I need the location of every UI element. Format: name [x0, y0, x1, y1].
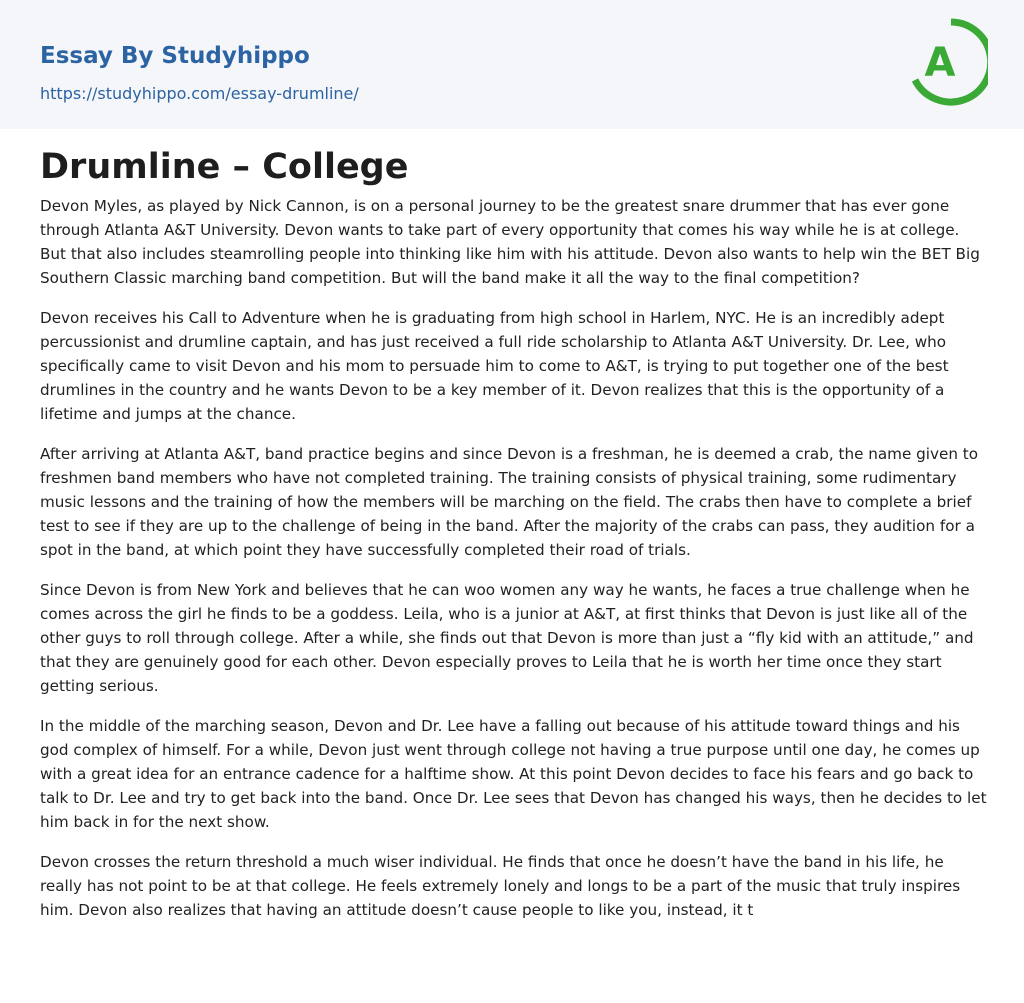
- essay-paragraph: Since Devon is from New York and believes that he can woo women any way he wants, he faces a true challenge when he comes across the girl he finds to be a goddess. Leila, who is a junior at A&T, at first thinks that Devon is just like all of the other guys to roll through college. After a while, she finds out that Devon is more than just a “fly kid with an attitude,” and that they are genuinely good for each other. Devon especially proves to Leila that he is worth her time once they start getting serious.: [40, 581, 974, 695]
- page-header: [0, 0, 1024, 129]
- essay-body: [40, 194, 988, 938]
- logo-letter: A: [924, 40, 956, 86]
- essay-title: Drumline – College: [40, 147, 409, 187]
- essay-paragraph: Devon crosses the return threshold a much wiser individual. He finds that once he doesn’t have the band in his life, he really has not point to be at that college. He feels extremely lonely and longs to be a part of the music that truly inspires him. Devon also realizes that having an attitude doesn’t cause people to like you, instead, it t: [40, 853, 961, 919]
- essay-paragraph: In the middle of the marching season, Devon and Dr. Lee have a falling out because of his attitude toward things and his god complex of himself. For a while, Devon just went through college not having a true purpose until one day, he comes up with a great idea for an entrance cadence for a halftime show. At this point Devon decides to face his fears and go back to talk to Dr. Lee and try to get back into the band. Once Dr. Lee sees that Devon has changed his ways, then he decides to let him back in for the next show.: [40, 717, 987, 831]
- essay-paragraph: Devon Myles, as played by Nick Cannon, is on a personal journey to be the greatest snare drummer that has ever gone through Atlanta A&T University. Devon wants to take part of every opportunity that comes his way while he is at college. But that also includes steamrolling people into thinking like him with his attitude. Devon also wants to help win the BET Big Southern Classic marching band competition. But will the band make it all the way to the final competition?: [40, 197, 980, 287]
- studyhippo-logo-icon[interactable]: [906, 18, 988, 106]
- essay-paragraph: Devon receives his Call to Adventure when he is graduating from high school in Harlem, NYC. He is an incredibly adept percussionist and drumline captain, and has just received a full ride scholarship to Atlanta A&T University. Dr. Lee, who specifically came to visit Devon and his mom to persuade him to come to A&T, is trying to put together one of the best drumlines in the country and he wants Devon to be a key member of it. Devon realizes that this is the opportunity of a lifetime and jumps at the chance.: [40, 309, 949, 423]
- essay-paragraph: After arriving at Atlanta A&T, band practice begins and since Devon is a freshman, he is deemed a crab, the name given to freshmen band members who have not completed training. The training consists of physical training, some rudimentary music lessons and the training of how the members will be marching on the field. The crabs then have to complete a brief test to see if they are up to the challenge of being in the band. After the majority of the crabs can pass, they audition for a spot in the band, at which point they have successfully completed their road of trials.: [40, 445, 979, 559]
- site-title[interactable]: Essay By Studyhippo: [40, 43, 310, 69]
- essay-url-link[interactable]: https://studyhippo.com/essay-drumline/: [40, 84, 359, 103]
